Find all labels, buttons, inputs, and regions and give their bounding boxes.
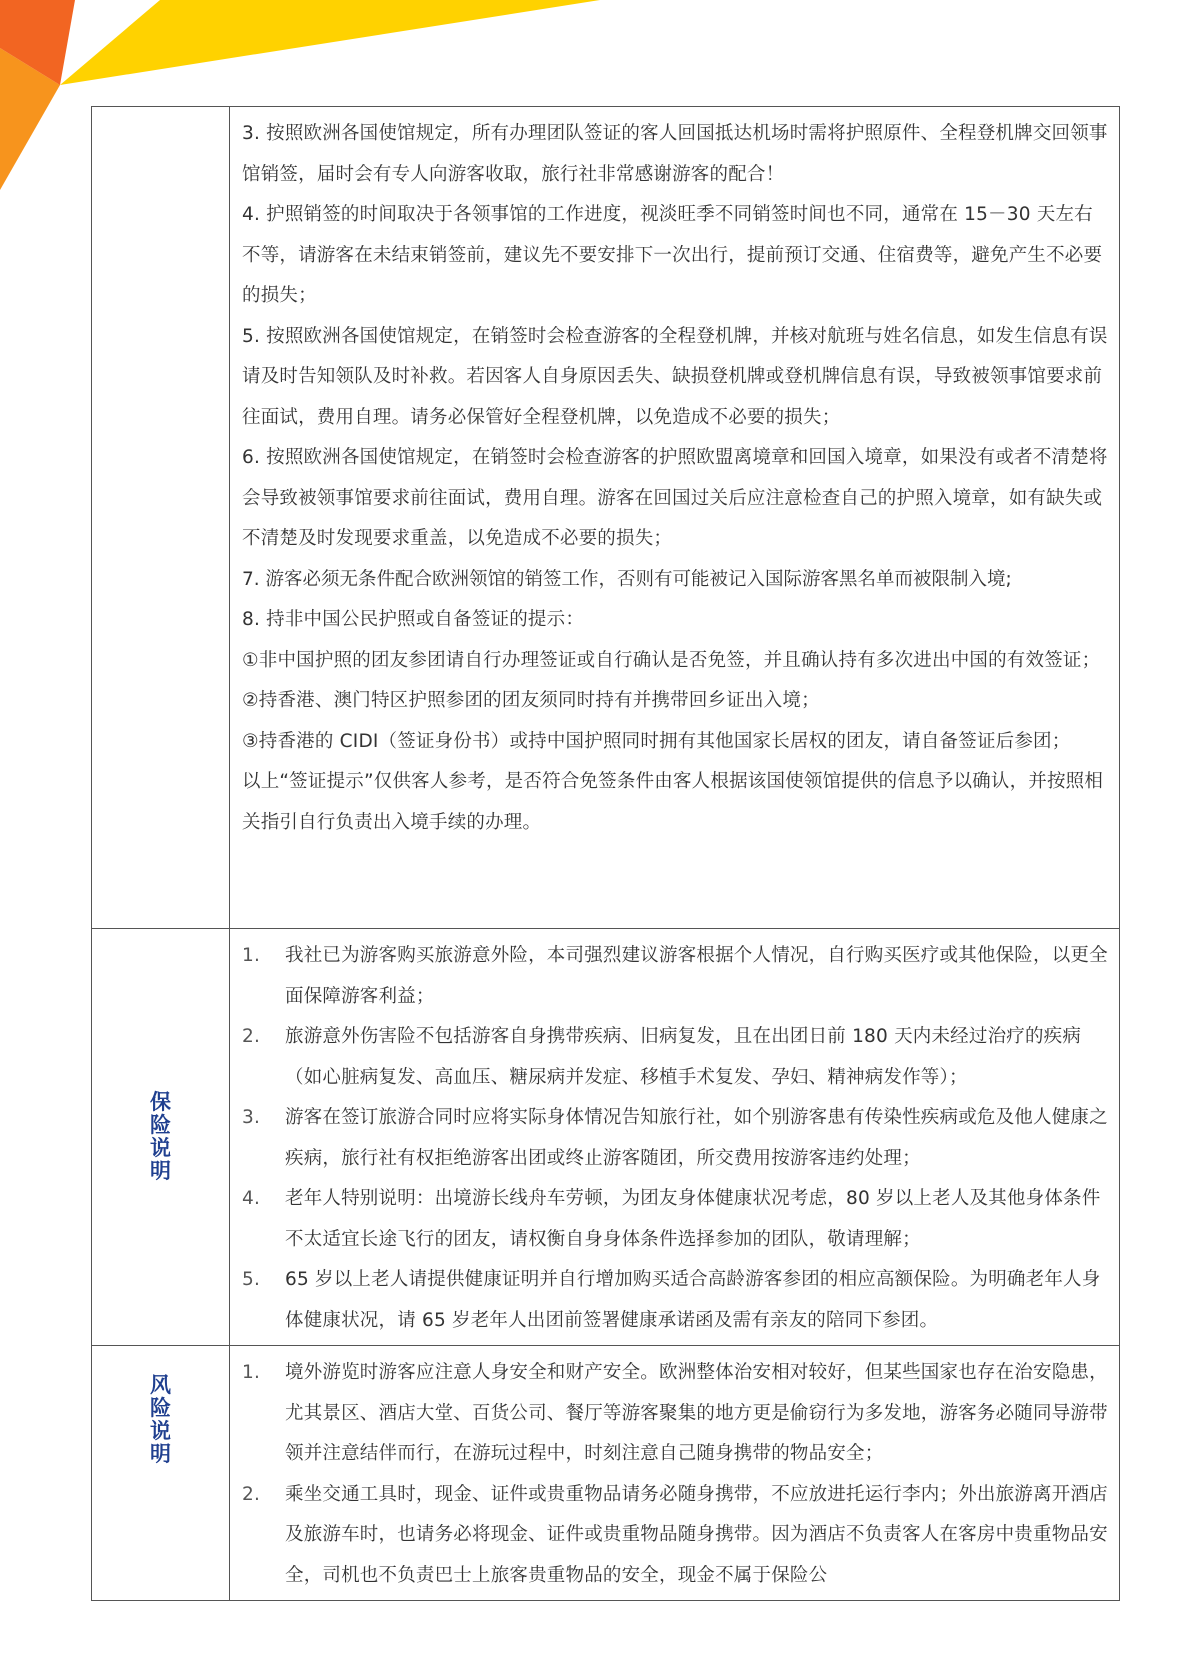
info-table (91, 106, 1120, 1601)
item-text: 我社已为游客购买旅游意外险，本司强烈建议游客根据个人情况，自行购买医疗或其他保险，以更全面保障游客利益； (285, 945, 1108, 1007)
item-number: 1. (242, 945, 261, 966)
insurance-row (92, 929, 1120, 1346)
insurance-content (230, 929, 1120, 1346)
risk-label: 风险说明 (150, 1373, 171, 1466)
item-text: 65 岁以上老人请提供健康证明并自行增加购买适合高龄游客参团的相应高额保险。为明确老年人身体健康状况，请 65 岁老年人出团前签署健康承诺函及需有亲友的陪同下参团。 (285, 1269, 1101, 1331)
item-number: 4. (242, 1188, 261, 1209)
insurance-label: 保险说明 (150, 1090, 171, 1183)
visa-note: 4. 护照销签的时间取决于各领事馆的工作进度，视淡旺季不同销签时间也不同，通常在 15－30 天左右不等，请游客在未结束销签前，建议先不要安排下一次出行，提前预订交通、住宿费等，避免产生不必要的损失； (242, 204, 1103, 306)
visa-note: ②持香港、澳门特区护照参团的团友须同时持有并携带回乡证出入境； (242, 690, 820, 711)
visa-notes-row (92, 107, 1120, 929)
item-number: 1. (242, 1362, 261, 1383)
risk-label-cell (92, 1346, 230, 1601)
insurance-label-cell (92, 929, 230, 1346)
visa-note: ①非中国护照的团友参团请自行办理签证或自行确认是否免签，并且确认持有多次进出中国的有效签证； (242, 649, 1101, 671)
item-number: 3. (242, 1107, 261, 1128)
item-number: 2. (242, 1026, 261, 1047)
visa-note: 3. 按照欧洲各国使馆规定，所有办理团队签证的客人回国抵达机场时需将护照原件、全程登机牌交回领事馆销签，届时会有专人向游客收取，旅行社非常感谢游客的配合！ (242, 123, 1108, 185)
item-number: 5. (242, 1269, 261, 1290)
risk-item (242, 1353, 1109, 1475)
visa-note: 7. 游客必须无条件配合欧洲领馆的销签工作，否则有可能被记入国际游客黑名单而被限制入境; (242, 568, 1012, 590)
visa-note: 6. 按照欧洲各国使馆规定，在销签时会检查游客的护照欧盟离境章和回国入境章，如果没有或者不清楚将会导致被领事馆要求前往面试，费用自理。游客在回国过关后应注意检查自己的护照入境章，如有缺失或不清楚及时发现要求重盖，以免造成不必要的损失； (242, 447, 1108, 549)
visa-label-cell (92, 107, 230, 929)
visa-note: 以上“签证提示”仅供客人参考，是否符合免签条件由客人根据该国使领馆提供的信息予以确认，并按照相关指引自行负责出入境手续的办理。 (242, 771, 1104, 833)
item-number: 2. (242, 1483, 261, 1505)
item-text: 游客在签订旅游合同时应将实际身体情况告知旅行社，如个别游客患有传染性疾病或危及他人健康之疾病，旅行社有权拒绝游客出团或终止游客随团，所交费用按游客违约处理； (285, 1107, 1108, 1169)
visa-note: 5. 按照欧洲各国使馆规定，在销签时会检查游客的全程登机牌，并核对航班与姓名信息，如发生信息有误请及时告知领队及时补救。若因客人自身原因丢失、缺损登机牌或登机牌信息有误，导致被领事馆要求前往面试，费用自理。请务必保管好全程登机牌，以免造成不必要的损失； (242, 325, 1108, 428)
visa-note: 8. 持非中国公民护照或自备签证的提示： (242, 609, 585, 630)
risk-content (230, 1346, 1120, 1601)
insurance-item (242, 1017, 1109, 1098)
risk-item (242, 1475, 1109, 1597)
insurance-item (242, 1179, 1109, 1260)
item-text: 乘坐交通工具时，现金、证件或贵重物品请务必随身携带，不应放进托运行李内；外出旅游离开酒店及旅游车时，也请务必将现金、证件或贵重物品随身携带。因为酒店不负责客人在客房中贵重物品安全，司机也不负责巴士上旅客贵重物品的安全，现金不属于保险公 (285, 1483, 1108, 1586)
visa-note: ③持香港的 CIDI（签证身份书）或持中国护照同时拥有其他国家长居权的团友，请自备签证后参团； (242, 730, 1071, 752)
item-text: 旅游意外伤害险不包括游客自身携带疾病、旧病复发，且在出团日前 180 天内未经过治疗的疾病（如心脏病复发、高血压、糖尿病并发症、移植手术复发、孕妇、精神病发作等）； (285, 1026, 1082, 1088)
item-text: 境外游览时游客应注意人身安全和财产安全。欧洲整体治安相对较好，但某些国家也存在治安隐患，尤其景区、酒店大堂、百货公司、餐厅等游客聚集的地方更是偷窃行为多发地，游客务必随同导游带领并注意结伴而行，在游玩过程中，时刻注意自己随身携带的物品安全； (285, 1362, 1108, 1464)
risk-row (92, 1346, 1120, 1601)
item-text: 老年人特别说明：出境游长线舟车劳顿，为团友身体健康状况考虑，80 岁以上老人及其他身体条件不太适宜长途飞行的团友，请权衡自身身体条件选择参加的团队，敬请理解； (285, 1188, 1101, 1250)
visa-notes-content (230, 107, 1120, 929)
insurance-item (242, 1260, 1109, 1341)
insurance-item (242, 1098, 1109, 1179)
insurance-item (242, 936, 1109, 1017)
